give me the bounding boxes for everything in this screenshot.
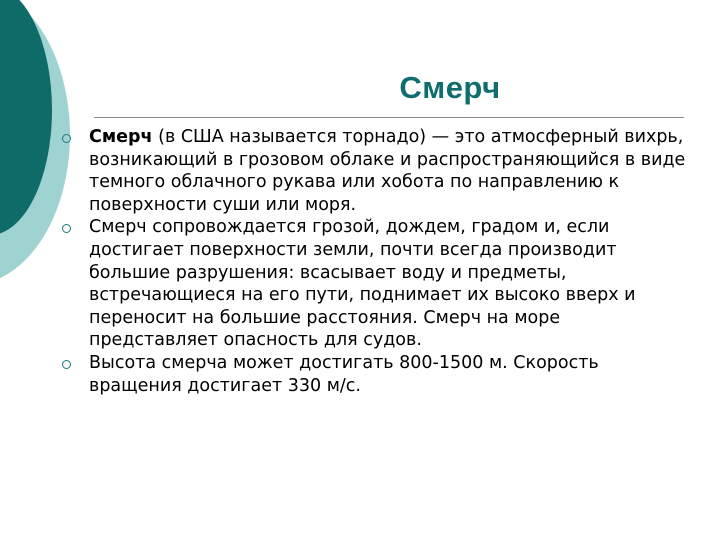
bullet-item [62,216,692,352]
hollow-circle-bullet-icon [62,134,71,143]
slide-title: Смерч [399,70,501,105]
bullet-text: Высота смерча может достигать 800-1500 м. Скорость вращения достигает 330 м/с. [89,352,599,396]
hollow-circle-bullet-icon [62,224,71,233]
bullet-list [62,126,692,397]
bullet-lead-term: Смерч [89,127,153,147]
bullet-item [62,126,692,216]
bullet-text: (в США называется торнадо) — это атмосферный вихрь, возникающий в грозовом облаке и распространяющийся в виде темного облачного рукава или хобота по направлению к поверхности суши или моря. [89,127,686,215]
title-divider [94,117,684,118]
hollow-circle-bullet-icon [62,360,71,369]
bullet-item [62,352,692,397]
bullet-text: Смерч сопровождается грозой, дождем, градом и, если достигает поверхности земли, почти всегда производит большие разрушения: всасывает воду и предметы, встречающиеся на его пути, поднимает их высоко вверх и переносит на большие расстояния. Смерч на море представляет опасность для судов. [89,217,636,351]
